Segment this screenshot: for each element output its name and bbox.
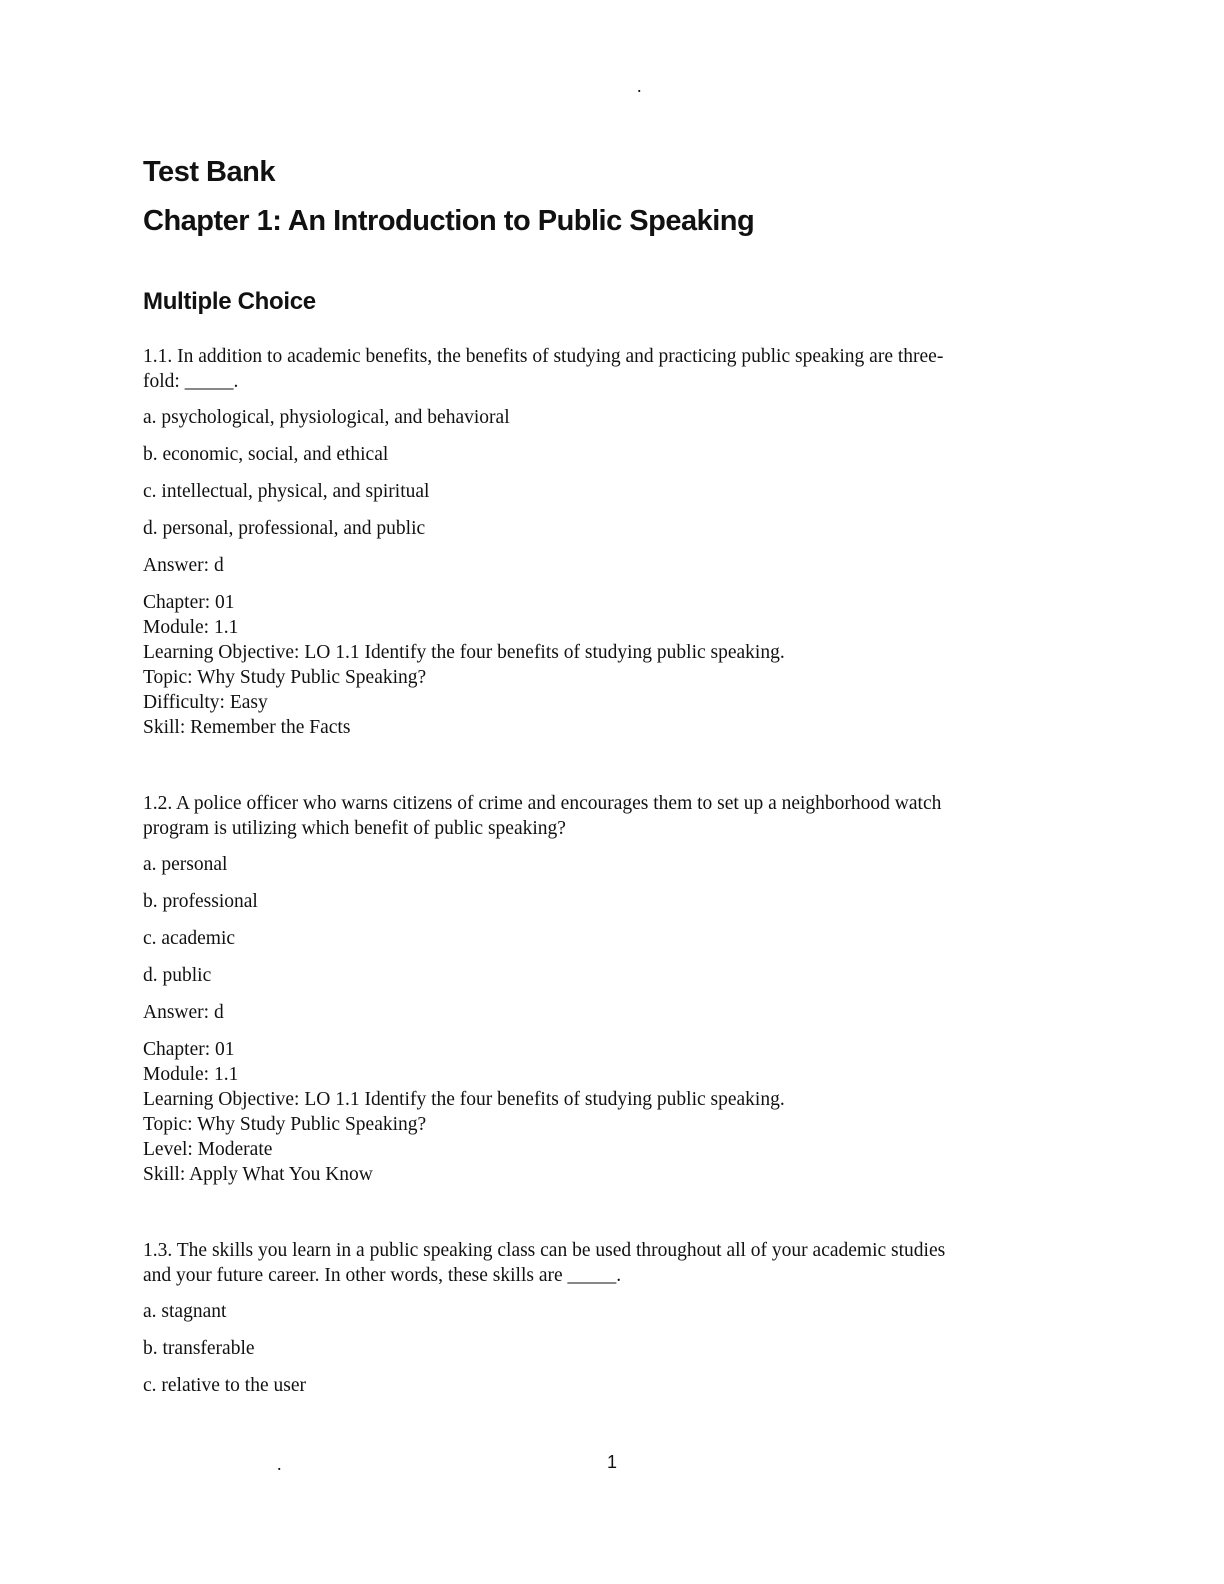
correct-answer: Answer: d xyxy=(143,1002,224,1023)
question-1-2 xyxy=(143,791,1053,1187)
answer-option: c. intellectual, physical, and spiritual xyxy=(143,481,430,502)
answer-option: a. stagnant xyxy=(143,1301,227,1322)
question-stem-line: 1.2. A police officer who warns citizens of crime and encourages them to set up a neighborhood watch xyxy=(143,793,942,814)
meta-skill: Skill: Remember the Facts xyxy=(143,717,351,738)
answer-option: b. professional xyxy=(143,891,258,912)
meta-chapter: Chapter: 01 xyxy=(143,592,235,613)
footer-dot: . xyxy=(277,1454,282,1474)
answer-option: c. academic xyxy=(143,928,236,949)
question-1-3 xyxy=(143,1238,1053,1410)
question-1-1 xyxy=(143,344,1053,740)
question-metadata xyxy=(143,590,1053,740)
answer-option: a. psychological, physiological, and behavioral xyxy=(143,407,510,428)
document-title: Test Bank xyxy=(143,156,275,188)
meta-level: Level: Moderate xyxy=(143,1139,273,1160)
meta-learning-objective: Learning Objective: LO 1.1 Identify the four benefits of studying public speaking. xyxy=(143,642,785,663)
meta-module: Module: 1.1 xyxy=(143,617,239,638)
answer-option: b. transferable xyxy=(143,1338,255,1359)
chapter-title: Chapter 1: An Introduction to Public Speaking xyxy=(143,205,755,237)
meta-topic: Topic: Why Study Public Speaking? xyxy=(143,1114,427,1135)
answer-option: c. relative to the user xyxy=(143,1375,306,1396)
section-heading: Multiple Choice xyxy=(143,288,316,315)
meta-topic: Topic: Why Study Public Speaking? xyxy=(143,667,427,688)
question-metadata xyxy=(143,1037,1053,1187)
question-stem-line: program is utilizing which benefit of public speaking? xyxy=(143,818,566,839)
answer-option: a. personal xyxy=(143,854,228,875)
question-stem xyxy=(143,1238,1053,1288)
meta-chapter: Chapter: 01 xyxy=(143,1039,235,1060)
meta-difficulty: Difficulty: Easy xyxy=(143,692,268,713)
meta-module: Module: 1.1 xyxy=(143,1064,239,1085)
question-stem xyxy=(143,344,1053,394)
meta-skill: Skill: Apply What You Know xyxy=(143,1164,373,1185)
question-stem-line: 1.1. In addition to academic benefits, the benefits of studying and practicing public speaking are three- xyxy=(143,346,944,367)
answer-option: d. public xyxy=(143,965,212,986)
question-stem xyxy=(143,791,1053,841)
answer-option: d. personal, professional, and public xyxy=(143,518,426,539)
page-number: 1 xyxy=(607,1452,618,1472)
question-stem-line: 1.3. The skills you learn in a public speaking class can be used throughout all of your academic studies xyxy=(143,1240,946,1261)
header-dot: . xyxy=(637,76,642,96)
meta-learning-objective: Learning Objective: LO 1.1 Identify the four benefits of studying public speaking. xyxy=(143,1089,785,1110)
question-stem-line: fold: _____. xyxy=(143,371,239,392)
correct-answer: Answer: d xyxy=(143,555,224,576)
answer-option: b. economic, social, and ethical xyxy=(143,444,389,465)
question-stem-line: and your future career. In other words, these skills are _____. xyxy=(143,1265,622,1286)
